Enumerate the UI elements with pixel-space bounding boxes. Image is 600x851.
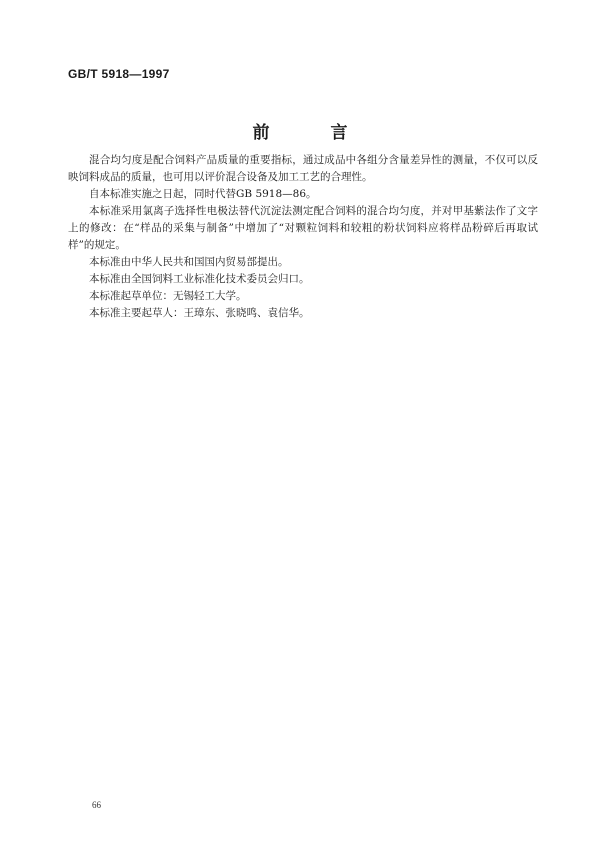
paragraph: 本标准起草单位：无锡轻工大学。: [89, 290, 247, 302]
paragraph: 本标准主要起草人：王璋东、张晓鸣、袁信华。: [89, 307, 310, 319]
paragraph: 本标准由全国饲料工业标准化技术委员会归口。: [89, 273, 310, 285]
page-number: 66: [92, 800, 101, 810]
paragraph: 混合均匀度是配合饲料产品质量的重要指标，通过成品中各组分含量差异性的测量，不仅可以反映饲料成品的质量，也可用以评价混合设备及加工工艺的合理性。: [68, 154, 538, 183]
paragraph: 本标准采用氯离子选择性电极法替代沉淀法测定配合饲料的混合均匀度，并对甲基紫法作了文字上的修改：在“样品的采集与制备”中增加了“对颗粒饲料和较粗的粉状饲料应将样品粉碎后再取试样”的规定。: [68, 205, 538, 251]
page-title: 前 言: [252, 123, 370, 143]
paragraph: 本标准由中华人民共和国国内贸易部提出。: [89, 256, 289, 268]
paragraph: 自本标准实施之日起，同时代替GB 5918—86。: [89, 188, 317, 200]
body-text: [68, 152, 538, 322]
standard-code: GB/T 5918—1997: [68, 67, 170, 81]
